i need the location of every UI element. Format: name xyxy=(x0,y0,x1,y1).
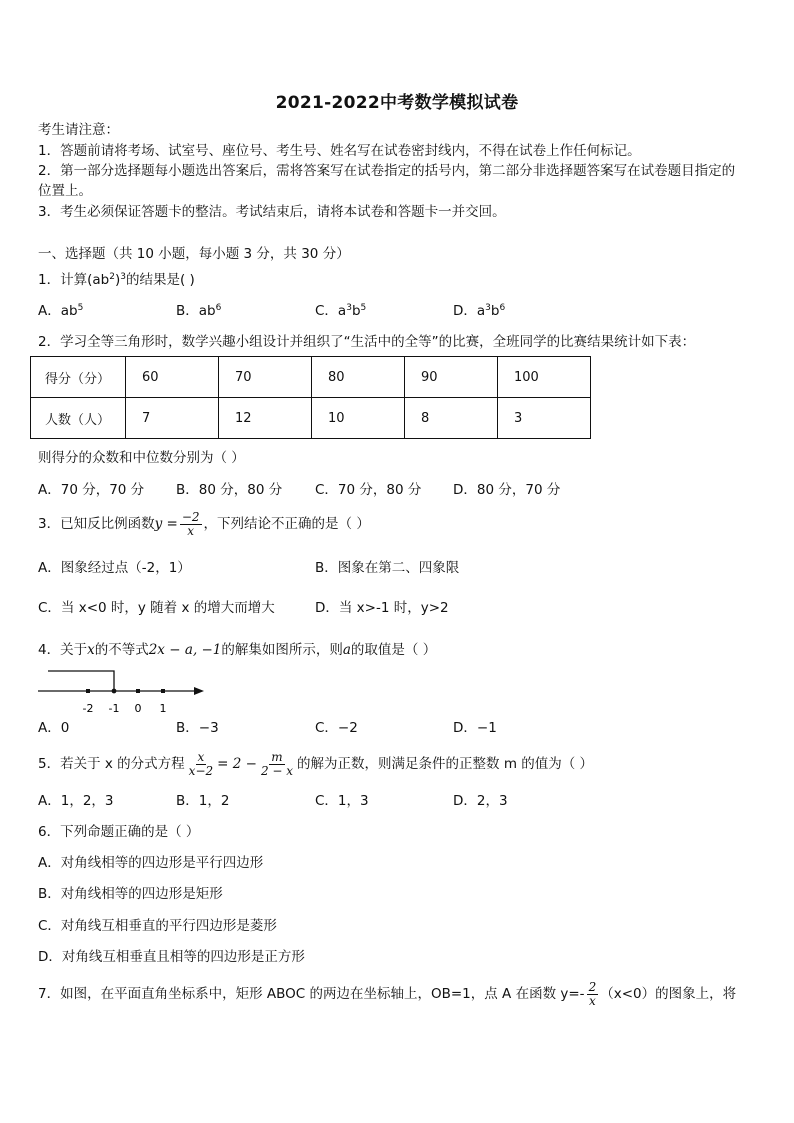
q7-stem-pre: 7．如图，在平面直角坐标系中，矩形 ABOC 的两边在坐标轴上，OB=1，点 A 在函数 y=- xyxy=(38,986,585,1002)
q7-frac-den: x xyxy=(588,993,596,1008)
q2-option-b[interactable]: B．80 分，80 分 xyxy=(176,482,283,498)
section-heading: 一、选择题（共 10 小题，每小题 3 分，共 30 分） xyxy=(38,246,350,262)
q3-frac-den: x xyxy=(187,523,195,538)
question-5-stem xyxy=(38,750,593,778)
question-2-followup: 则得分的众数和中位数分别为（ ） xyxy=(38,450,245,466)
q1-stem-post: 的结果是( ) xyxy=(125,272,195,288)
q1-exp-inner: 2 xyxy=(109,272,115,282)
table-cell: 3 xyxy=(498,398,591,439)
q5-option-c[interactable]: C．1，3 xyxy=(315,793,369,809)
table-cell: 100 xyxy=(498,357,591,398)
q1-exp-outer: 3 xyxy=(120,272,126,282)
q5-frac1-den: x−2 xyxy=(188,763,214,778)
q1-option-d[interactable] xyxy=(453,301,505,321)
page-title: 2021-2022中考数学模拟试卷 xyxy=(275,93,519,113)
q6-option-d[interactable]: D．对角线互相垂直且相等的四边形是正方形 xyxy=(38,949,305,965)
tick-mark xyxy=(86,689,90,693)
q7-fraction xyxy=(587,981,599,1008)
q3-option-a[interactable]: A．图象经过点（-2，1） xyxy=(38,560,191,576)
q3-stem-pre: 3．已知反比例函数 xyxy=(38,516,155,532)
q5-frac2-num: m xyxy=(271,749,283,764)
notice-item-2: 2．第一部分选择题每小题选出答案后，需将答案写在试卷指定的括号内，第二部分非选择题答案写在试卷题目指定的 xyxy=(38,163,736,179)
notice-item-1: 1．答题前请将考场、试室号、座位号、考生号、姓名写在试卷密封线内，不得在试卷上作任何标记。 xyxy=(38,143,641,159)
q4-var-a: a xyxy=(342,642,351,658)
q6-option-c[interactable]: C．对角线互相垂直的平行四边形是菱形 xyxy=(38,918,277,934)
q1-option-b-exp: 6 xyxy=(215,303,222,313)
table-row xyxy=(31,398,591,439)
q1-option-a-exp: 5 xyxy=(77,303,84,313)
question-1-stem xyxy=(38,270,195,290)
tick-label: -2 xyxy=(82,702,94,715)
table-cell: 90 xyxy=(405,357,498,398)
q3-option-c[interactable]: C．当 x<0 时，y 随着 x 的增大而增大 xyxy=(38,600,275,616)
q4-stem-pre: 4．关于 xyxy=(38,642,88,658)
notice-item-2-cont: 位置上。 xyxy=(38,183,92,199)
q1-option-c-pre: C．a xyxy=(315,303,347,319)
q1-option-d-exp1: 3 xyxy=(485,303,491,313)
q3-func-lhs: y = xyxy=(154,516,178,532)
q1-option-d-mid: b xyxy=(490,303,500,319)
q5-stem-pre: 5．若关于 x 的分式方程 xyxy=(38,756,185,772)
number-line-arrow xyxy=(194,687,204,695)
q1-option-d-pre: D．a xyxy=(453,303,486,319)
q4-stem-mid2: 的解集如图所示，则 xyxy=(221,642,343,658)
q1-option-d-exp2: 6 xyxy=(499,303,506,313)
solution-endpoint-dot xyxy=(112,689,117,694)
tick-mark xyxy=(136,689,140,693)
q1-option-b[interactable] xyxy=(176,301,221,321)
table-cell: 得分（分） xyxy=(31,357,126,398)
q1-option-c-mid: b xyxy=(351,303,361,319)
q1-stem-mid: ) xyxy=(114,272,121,288)
table-cell: 60 xyxy=(126,357,219,398)
table-cell: 70 xyxy=(219,357,312,398)
q6-option-a[interactable]: A．对角线相等的四边形是平行四边形 xyxy=(38,855,264,871)
question-3-stem xyxy=(38,510,370,538)
table-cell: 人数（人） xyxy=(31,398,126,439)
question-7-stem xyxy=(38,980,736,1008)
q1-stem-pre: 1．计算(ab xyxy=(38,272,110,288)
q5-option-d[interactable]: D．2，3 xyxy=(453,793,508,809)
score-table xyxy=(30,356,591,439)
q1-option-c-exp1: 3 xyxy=(346,303,352,313)
q1-option-c-exp2: 5 xyxy=(360,303,367,313)
q3-option-d[interactable]: D．当 x>-1 时，y>2 xyxy=(315,600,449,616)
q5-eq-mid: = 2 − xyxy=(217,756,257,772)
tick-label: 1 xyxy=(159,702,167,715)
q6-option-b[interactable]: B．对角线相等的四边形是矩形 xyxy=(38,886,223,902)
notice-heading: 考生请注意： xyxy=(38,122,119,138)
q4-inequality: 2x − a‚ −1 xyxy=(148,642,222,658)
q1-option-b-text: B．ab xyxy=(176,303,216,319)
q2-option-d[interactable]: D．80 分，70 分 xyxy=(453,482,561,498)
tick-label: 0 xyxy=(134,702,142,715)
tick-label: -1 xyxy=(108,702,120,715)
q4-option-a[interactable]: A．0 xyxy=(38,720,70,736)
q3-frac-num: −2 xyxy=(181,509,200,524)
q4-stem-mid1: 的不等式 xyxy=(94,642,149,658)
q3-stem-post: ，下列结论不正确的是（ ） xyxy=(203,516,370,532)
q1-option-a[interactable] xyxy=(38,301,83,321)
q2-option-a[interactable]: A．70 分，70 分 xyxy=(38,482,145,498)
question-4-stem xyxy=(38,640,436,660)
q4-var-x: x xyxy=(87,642,95,658)
q1-option-c[interactable] xyxy=(315,301,366,321)
notice-item-3: 3．考生必须保证答题卡的整洁。考试结束后，请将本试卷和答题卡一并交回。 xyxy=(38,204,506,220)
table-cell: 7 xyxy=(126,398,219,439)
q5-option-b[interactable]: B．1，2 xyxy=(176,793,230,809)
table-row xyxy=(31,357,591,398)
question-2-stem: 2．学习全等三角形时，数学兴趣小组设计并组织了“生活中的全等”的比赛，全班同学的比赛结果统计如下表： xyxy=(38,334,696,350)
q4-stem-post: 的取值是（ ） xyxy=(350,642,437,658)
table-cell: 8 xyxy=(405,398,498,439)
q5-option-a[interactable]: A．1，2，3 xyxy=(38,793,114,809)
q4-option-c[interactable]: C．−2 xyxy=(315,720,358,736)
solution-bracket xyxy=(48,671,114,691)
question-6-stem: 6．下列命题正确的是（ ） xyxy=(38,824,200,840)
q5-fraction-2 xyxy=(259,751,295,778)
q5-stem-post: 的解为正数，则满足条件的正整数 m 的值为（ ） xyxy=(297,756,594,772)
q7-stem-post: （x<0）的图象上，将 xyxy=(600,986,737,1002)
tick-mark xyxy=(161,689,165,693)
table-cell: 80 xyxy=(312,357,405,398)
q4-option-d[interactable]: D．−1 xyxy=(453,720,497,736)
q1-option-a-text: A．ab xyxy=(38,303,78,319)
q2-option-c[interactable]: C．70 分，80 分 xyxy=(315,482,422,498)
q5-fraction-1 xyxy=(187,751,215,778)
q3-option-b[interactable]: B．图象在第二、四象限 xyxy=(315,560,460,576)
table-cell: 10 xyxy=(312,398,405,439)
q5-frac1-num: x xyxy=(197,749,205,764)
q4-option-b[interactable]: B．−3 xyxy=(176,720,219,736)
q7-frac-num: 2 xyxy=(588,979,597,994)
table-cell: 12 xyxy=(219,398,312,439)
number-line-figure xyxy=(38,668,218,716)
q3-fraction xyxy=(180,511,202,538)
q5-frac2-den: 2 − x xyxy=(260,763,294,778)
